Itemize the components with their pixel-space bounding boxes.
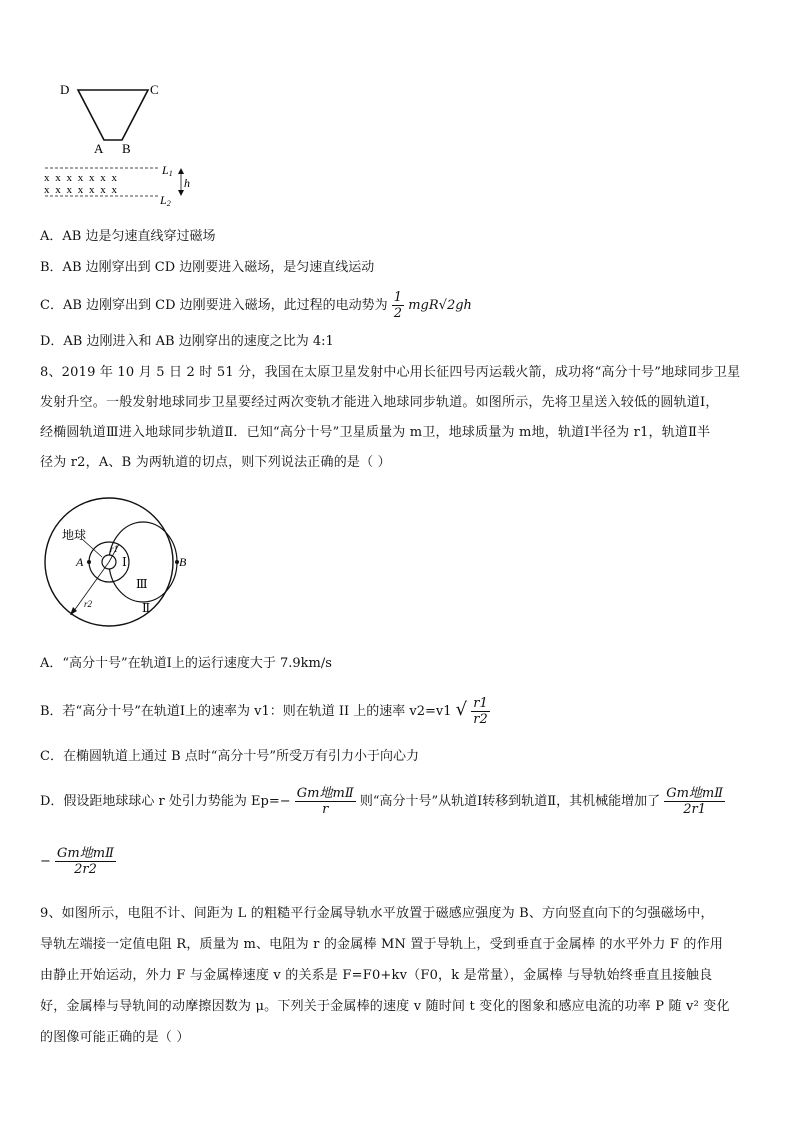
q8-option-b (40, 696, 490, 727)
fraction-denominator: 2 (393, 306, 403, 321)
q9-stem (40, 898, 760, 1053)
fraction-numerator: Gm地mⅡ (296, 786, 354, 801)
q8-option-d-fraction-1 (295, 786, 356, 817)
q7-option-a: A．AB 边是匀速直线穿过磁场 (40, 229, 216, 244)
q8-option-b-text: B．若“高分十号”在轨道Ⅰ上的速率为 v1：则在轨道 II 上的速率 v2=v1 (40, 704, 452, 719)
label-L1: L1 (162, 163, 173, 178)
q8-option-c: C．在椭圆轨道上通过 B 点时“高分十号”所受万有引力小于向心力 (40, 749, 420, 764)
label-orbit-II: Ⅱ (142, 601, 151, 615)
label-h: h (184, 176, 190, 190)
q9-line-5: 的图像可能正确的是（ ） (40, 1030, 190, 1045)
fraction-numerator: 1 (393, 290, 403, 305)
fraction-denominator: r2 (473, 712, 488, 727)
q8-option-d-fraction-2 (664, 786, 725, 817)
label-orbit-I: Ⅰ (122, 555, 127, 569)
q8-option-a: A．“高分十号”在轨道Ⅰ上的运行速度大于 7.9km/s (40, 656, 332, 671)
arrow-head-up (178, 168, 184, 174)
point-a (87, 560, 91, 564)
field-row-1: x x x x x x x (44, 172, 119, 184)
q7-option-c-text: C．AB 边刚穿出到 CD 边刚要进入磁场，此过程的电动势为 (40, 298, 388, 313)
label-L2: L2 (160, 193, 171, 208)
fraction-numerator: Gm地mⅡ (666, 786, 724, 801)
label-r1: r1 (110, 544, 119, 554)
q8-stem (40, 358, 760, 478)
q7-option-c-fraction (392, 290, 404, 321)
q8-line-1: 8、2019 年 10 月 5 日 2 时 51 分，我国在太原卫星发射中心用长征四号丙运载火箭，成功将“高分十号”地球同步卫星 (40, 365, 741, 380)
label-B: B (179, 555, 187, 569)
fraction-numerator: r1 (473, 696, 488, 711)
q8-option-d-text-2: 则“高分十号”从轨道Ⅰ转移到轨道Ⅱ，其机械能增加了 (359, 794, 661, 809)
trapezoid-frame (78, 90, 148, 140)
label-A: A (76, 555, 84, 569)
q9-line-2: 导轨左端接一定值电阻 R，质量为 m、电阻为 r 的金属棒 MN 置于导轨上，受到垂直于金属棒 的水平外力 F 的作用 (40, 937, 724, 952)
label-earth: 地球 (62, 528, 87, 542)
minus-sign: − (40, 854, 51, 869)
label-r2: r2 (84, 599, 93, 609)
q8-option-d-continued (40, 846, 116, 877)
field-row-2: x x x x x x x (44, 184, 119, 196)
q9-line-1: 9、如图所示，电阻不计、间距为 L 的粗糙平行金属导轨水平放置于磁感应强度为 B、方向竖直向下的匀强磁场中， (40, 906, 714, 921)
q8-option-d (40, 786, 725, 817)
q8-option-d-text-1: D．假设距地球球心 r 处引力势能为 Ep=− (40, 794, 291, 809)
q8-line-4: 径为 r2，A、B 为两轨道的切点，则下列说法正确的是（ ） (40, 455, 391, 470)
fraction-denominator: r (322, 802, 329, 817)
sqrt-sign: √ (455, 699, 468, 720)
q7-option-c (40, 290, 472, 321)
q7-option-c-expression: mgR√2gh (408, 298, 472, 313)
orbit-figure (36, 494, 206, 634)
q8-option-b-fraction (471, 696, 490, 727)
q8-line-2: 发射升空。一般发射地球同步卫星要经过两次变轨才能进入地球同步轨道。如图所示，先将卫星送入较低的圆轨道Ⅰ， (40, 395, 719, 410)
fraction-denominator: 2r1 (683, 802, 707, 817)
label-D: D (60, 82, 70, 97)
q9-line-3: 由静止开始运动，外力 F 与金属棒速度 v 的关系是 F=F0+kv（F0，k 是常量），金属棒 与导轨始终垂直且接触良 (40, 968, 713, 983)
label-C: C (150, 82, 159, 97)
fraction-denominator: 2r2 (74, 862, 97, 877)
fraction-numerator: Gm地mⅡ (57, 846, 114, 861)
q7-option-d: D．AB 边刚进入和 AB 边刚穿出的速度之比为 4:1 (40, 334, 334, 349)
arrow-head-down (178, 190, 184, 196)
q9-line-4: 好，金属棒与导轨间的动摩擦因数为 μ。下列关于金属棒的速度 v 随时间 t 变化的图象和感应电流的功率 P 随 v² 变化 (40, 999, 730, 1014)
label-A: A (94, 141, 104, 156)
label-B: B (122, 141, 131, 156)
q7-option-b: B．AB 边刚穿出到 CD 边刚要进入磁场，是匀速直线运动 (40, 260, 375, 275)
q8-line-3: 经椭圆轨道Ⅲ进入地球同步轨道Ⅱ．已知“高分十号”卫星质量为 m卫，地球质量为 m地，轨道Ⅰ半径为 r1，轨道Ⅱ半 (40, 425, 711, 440)
q8-option-d-fraction-3 (55, 846, 116, 877)
trapezoid-figure (40, 78, 200, 213)
label-orbit-III: Ⅲ (136, 577, 148, 591)
